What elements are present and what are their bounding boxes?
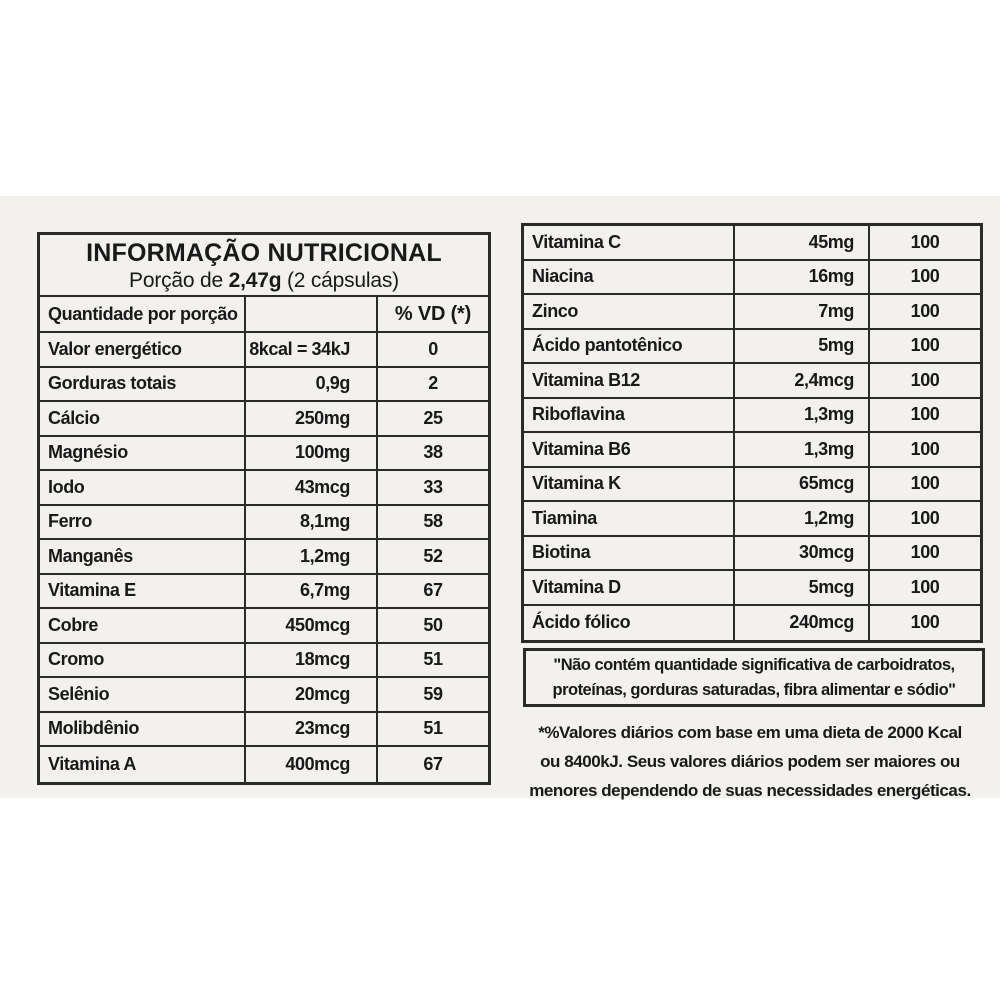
column-header-dv: % VD (*) [394,302,472,325]
nutrient-amount: 1,2mg [246,540,378,573]
nutrient-amount: 43mcg [246,471,378,504]
nutrient-name: Vitamina E [40,575,246,608]
nutrition-table-vitamins [521,223,983,643]
nutrient-amount: 65mcg [735,468,870,501]
nutrient-dv: 51 [423,718,443,739]
column-header-empty [246,297,378,331]
nutrient-row [524,537,980,572]
nutrient-name: Vitamina K [524,468,735,501]
nutrient-row [524,295,980,330]
nutrient-row [40,747,488,782]
nutrient-row [524,399,980,434]
nutrient-name: Biotina [524,537,735,570]
nutrient-amount: 1,2mg [735,502,870,535]
nutrient-dv: 38 [423,442,443,463]
nutrient-amount: 6,7mg [246,575,378,608]
nutrient-name: Vitamina B12 [524,364,735,397]
nutrient-name: Ácido fólico [524,606,735,641]
nutrient-dv: 100 [910,576,940,597]
nutrient-name: Riboflavina [524,399,735,432]
serving-amount: 2,47g [228,269,282,292]
nutrient-row [524,571,980,606]
serving-suffix: (2 cápsulas) [281,269,399,292]
serving-size [40,268,488,294]
serving-prefix: Porção de [129,269,229,292]
nutrient-row [524,330,980,365]
nutrient-name: Cálcio [40,402,246,435]
daily-values-footnote [503,718,997,805]
nutrient-dv: 100 [910,369,940,390]
nutrition-table-main [37,232,491,785]
nutrient-amount: 7mg [735,295,870,328]
nutrient-row [40,678,488,713]
nutrient-dv: 100 [910,335,940,356]
column-header-quantity: Quantidade por porção [40,297,246,331]
nutrient-row [40,368,488,403]
nutrient-row [40,402,488,437]
nutrient-row [524,433,980,468]
footnote-line-3: menores dependendo de suas necessidades energéticas. [529,781,971,800]
nutrient-dv: 100 [910,542,940,563]
nutrient-dv: 33 [423,476,443,497]
nutrient-dv: 100 [910,438,940,459]
nutrient-dv: 100 [910,507,940,528]
nutrient-dv: 58 [423,511,443,532]
nutrient-amount: 450mcg [246,609,378,642]
note-line-2: proteínas, gorduras saturadas, fibra alimentar e sódio" [552,681,956,699]
table-header-row [40,297,488,333]
nutrient-row [524,226,980,261]
nutrient-amount: 20mcg [246,678,378,711]
nutrient-name: Manganês [40,540,246,573]
nutrient-name: Molibdênio [40,713,246,746]
no-significant-amounts-note [523,648,985,707]
nutrient-name: Ferro [40,506,246,539]
nutrient-row [524,364,980,399]
nutrient-amount: 1,3mg [735,399,870,432]
footnote-line-2: ou 8400kJ. Seus valores diários podem ser maiores ou [540,752,960,771]
nutrient-name: Gorduras totais [40,368,246,401]
nutrient-amount: 23mcg [246,713,378,746]
nutrient-amount: 100mg [246,437,378,470]
nutrient-name: Vitamina D [524,571,735,604]
nutrient-name: Iodo [40,471,246,504]
nutrient-row [40,471,488,506]
nutrient-dv: 67 [423,580,443,601]
nutrient-name: Cromo [40,644,246,677]
nutrient-dv: 25 [423,407,443,428]
nutrient-amount: 240mcg [735,606,870,641]
nutrient-dv: 52 [423,545,443,566]
nutrient-amount: 1,3mg [735,433,870,466]
nutrient-row [524,468,980,503]
nutrient-row [40,506,488,541]
nutrient-name: Vitamina A [40,747,246,782]
nutrient-dv: 59 [423,683,443,704]
nutrient-amount: 16mg [735,261,870,294]
nutrient-row [40,644,488,679]
nutrient-amount: 5mcg [735,571,870,604]
nutrient-dv: 0 [428,338,438,359]
nutrient-dv: 51 [423,649,443,670]
nutrient-row [524,606,980,641]
nutrient-dv: 100 [910,266,940,287]
nutrient-name: Tiamina [524,502,735,535]
nutrient-name: Ácido pantotênico [524,330,735,363]
nutrient-row [524,261,980,296]
nutrient-dv: 100 [910,612,940,633]
note-line-1: "Não contém quantidade significativa de carboidratos, [553,656,955,674]
nutrient-name: Cobre [40,609,246,642]
nutrient-name: Valor energético [40,333,246,366]
nutrient-name: Niacina [524,261,735,294]
nutrient-amount: 2,4mcg [735,364,870,397]
table-title-block [40,235,488,297]
nutrient-name: Vitamina B6 [524,433,735,466]
nutrient-amount: 400mcg [246,747,378,782]
nutrient-row [40,575,488,610]
nutrient-row [40,609,488,644]
nutrient-dv: 100 [910,231,940,252]
nutrient-row [40,437,488,472]
nutrient-dv: 100 [910,300,940,321]
nutrient-name: Magnésio [40,437,246,470]
nutrient-amount: 5mg [735,330,870,363]
nutrient-row [40,540,488,575]
nutrient-dv: 2 [428,373,438,394]
nutrient-amount: 18mcg [246,644,378,677]
nutrient-amount: 0,9g [246,368,378,401]
nutrient-amount: 8,1mg [246,506,378,539]
nutrient-amount: 8kcal = 34kJ [246,333,378,366]
nutrient-dv: 50 [423,614,443,635]
nutrient-name: Vitamina C [524,226,735,259]
nutrient-row [524,502,980,537]
nutrient-amount: 45mg [735,226,870,259]
nutrient-amount: 30mcg [735,537,870,570]
nutrient-name: Zinco [524,295,735,328]
nutrition-title: INFORMAÇÃO NUTRICIONAL [86,239,442,267]
nutrient-row [40,713,488,748]
nutrient-name: Selênio [40,678,246,711]
nutrient-dv: 100 [910,404,940,425]
footnote-line-1: *%Valores diários com base em uma dieta de 2000 Kcal [538,723,962,742]
nutrient-amount: 250mg [246,402,378,435]
nutrient-dv: 67 [423,753,443,774]
nutrient-dv: 100 [910,473,940,494]
nutrient-row [40,333,488,368]
